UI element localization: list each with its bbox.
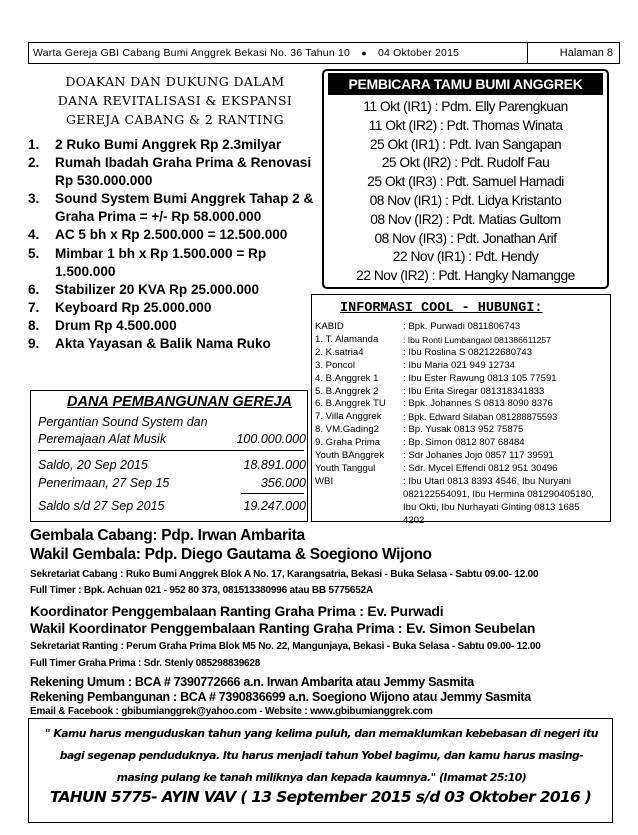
cool-contacts-box <box>311 294 611 526</box>
building-fund-box <box>30 390 308 522</box>
list-item-number: 5. <box>28 245 40 261</box>
table-row <box>315 347 601 360</box>
table-row <box>315 476 601 528</box>
list-item-number: 7. <box>28 299 40 315</box>
contact-value: : Ibu Utari 0813 8393 4546, Ibu Nuryani 082122554091, Ibu Hermina 081290405180, Ibu Okti, Ibu Nurhayati Ginting 0813 1685 4202 <box>403 475 594 526</box>
table-row <box>315 334 601 347</box>
rekening-pembangunan: Rekening Pembangunan : BCA # 7390836699 a.n. Soegiono Wijono atau Jemmy Sasmita <box>30 690 531 704</box>
header-date: 04 Oktober 2015 <box>377 47 460 59</box>
list-item: 11 Okt (IR1) : Pdm. Elly Parengkuan <box>363 99 568 114</box>
appeal-title <box>30 72 320 129</box>
contact-value: : Bp. Yusak 0813 952 75875 <box>403 424 524 436</box>
full-timer-ranting: Full Timer Graha Prima : Sdr. Stenly 085298839628 <box>30 658 261 669</box>
contact-key: WBI <box>315 475 334 487</box>
list-item-number: 2. <box>28 155 40 171</box>
fund-row-label: Saldo, 20 Sep 2015 <box>38 458 148 472</box>
contact-key: 2. K.satria4 <box>315 346 364 358</box>
header-page-number: Halaman 8 <box>527 43 619 63</box>
cool-contacts-title: INFORMASI COOL - HUBUNGI: <box>340 301 543 316</box>
list-item-number: 8. <box>28 317 40 333</box>
appeal-list <box>28 136 328 353</box>
jubilee-year-title: TAHUN 5775- AYIN VAV ( 13 September 2015 s/d 03 Oktober 2016 ) <box>49 788 592 806</box>
fund-divider <box>38 450 304 451</box>
contact-value: : Ibu Maria 021 949 12734 <box>403 359 516 371</box>
fund-row-amount: 19.247.000 <box>243 499 306 513</box>
list-item <box>28 245 328 281</box>
list-item <box>28 299 328 317</box>
fund-row <box>38 499 306 513</box>
list-item-text: Akta Yayasan & Balik Nama Ruko <box>55 336 271 352</box>
email-website: Email & Facebook : gbibumianggrek@yahoo.com - Website : www.gbibumianggrek.com <box>30 706 433 717</box>
guest-speakers-list <box>324 98 607 286</box>
list-item: 08 Nov (IR3) : Pdt. Jonathan Arif <box>374 230 557 246</box>
list-item <box>28 136 328 154</box>
list-item-number: 4. <box>28 227 40 243</box>
full-timer: Full Timer : Bpk. Achuan 021 - 952 80 373, 081513380996 atau BB 5775652A <box>30 585 374 596</box>
list-item <box>28 281 328 299</box>
list-item: 11 Okt (IR2) : Pdt. Thomas Winata <box>368 117 563 133</box>
fund-row-label: Saldo s/d 27 Sep 2015 <box>38 499 165 513</box>
contact-value: : Ibu Erita Siregar 081318341833 <box>403 385 545 397</box>
verse-line: bagi segenap penduduknya. Itu harus menjadi tahun Yobel bagimu, dan kamu harus masing- <box>59 749 584 762</box>
list-item: 08 Nov (IR1) : Pdt. Lidya Kristanto <box>369 192 562 208</box>
list-item <box>28 335 328 353</box>
fund-row <box>38 476 306 490</box>
wakil-koordinator-ranting: Wakil Koordinator Penggembalaan Ranting Graha Prima : Ev. Simon Seubelan <box>30 620 536 636</box>
appeal-title-line: DOAKAN DAN DUKUNG DALAM <box>65 74 285 89</box>
fund-description-row <box>38 432 306 446</box>
fund-description-line: Peremajaan Alat Musik <box>38 432 167 446</box>
contact-key: 8. VM.Gading2 <box>315 424 379 436</box>
wakil-gembala: Wakil Gembala: Pdp. Diego Gautama & Soegiono Wijono <box>30 546 432 563</box>
list-item: 08 Nov (IR2) : Pdt. Matias Gultom <box>370 211 561 227</box>
contact-value: : Bp. Simon 0812 807 68484 <box>403 437 525 449</box>
list-item-number: 1. <box>28 137 40 152</box>
fund-target-amount: 100.000.000 <box>236 432 306 446</box>
header-publication-text: Warta Gereja GBI Cabang Bumi Anggrek Bekasi No. 36 Tahun 10 <box>33 47 351 59</box>
contact-key: 4. B.Anggrek 1 <box>315 372 379 384</box>
table-row <box>315 398 601 411</box>
list-item: 25 Okt (IR2) : Pdt. Rudolf Fau <box>381 155 550 171</box>
list-item: 25 Okt (IR1) : Pdt. Ivan Sangapan <box>369 136 562 152</box>
list-item: 22 Nov (IR2) : Pdt. Hangky Namangge <box>356 268 575 284</box>
contact-value: : Bpk. Purwadi 0811806743 <box>403 321 521 332</box>
list-item <box>28 154 328 190</box>
list-item <box>28 226 328 244</box>
contact-key: Youth Tanggul <box>315 462 376 474</box>
contact-value: : Ibu Roslina S 082122680743 <box>403 346 533 358</box>
page-header <box>28 42 620 64</box>
table-row <box>315 360 601 373</box>
table-row <box>315 321 601 334</box>
table-row <box>315 437 601 450</box>
appeal-title-line: DANA REVITALISASI & EKSPANSI <box>57 93 293 108</box>
header-publication <box>29 47 527 59</box>
contact-value: : Sdr. Mycel Effendi 0812 951 30496 <box>403 462 558 474</box>
list-item-text: Sound System Bumi Anggrek Tahap 2 & Graha Prima = +/- Rp 58.000.000 <box>55 191 314 225</box>
list-item-text: AC 5 bh x Rp 2.500.000 = 12.500.000 <box>55 227 288 243</box>
verse-line: masing pulang ke tanah miliknya dan kepada kaumnya." (Imamat 25:10) <box>116 771 527 784</box>
list-item-text: Keyboard Rp 25.000.000 <box>55 299 212 315</box>
contact-key: 5. B.Anggrek 2 <box>315 385 379 397</box>
list-item-text: Rumah Ibadah Graha Prima & Renovasi Rp 530.000.000 <box>55 155 312 189</box>
verse-box <box>28 718 613 823</box>
list-item: 22 Nov (IR1) : Pdt. Hendy <box>392 249 539 265</box>
list-item-text: Stabilizer 20 KVA Rp 25.000.000 <box>55 281 260 297</box>
contact-key: Youth BAnggrek <box>315 450 384 462</box>
building-fund-title: DANA PEMBANGUNAN GEREJA <box>67 394 293 410</box>
verse-line: " Kamu harus menguduskan tahun yang kelima puluh, dan memaklumkan kebebasan di negeri itu <box>45 727 598 740</box>
table-row <box>315 450 601 463</box>
gembala-cabang: Gembala Cabang: Pdp. Irwan Ambarita <box>30 527 305 544</box>
fund-row <box>38 458 306 472</box>
list-item-text: 2 Ruko Bumi Anggrek Rp 2.3milyar <box>55 137 282 152</box>
contact-value: : Ibu Ronti Lumbangaol 081386611257 <box>403 334 551 345</box>
contact-key: 3. Poncol <box>315 359 356 371</box>
list-item <box>28 190 328 226</box>
table-row <box>315 424 601 437</box>
list-item-number: 3. <box>28 191 40 207</box>
list-item: 25 Okt (IR3) : Pdt. Samuel Hamadi <box>367 174 564 190</box>
contact-key: 9. Graha Prima <box>315 437 381 449</box>
table-row <box>315 463 601 476</box>
fund-sum-divider <box>241 493 304 494</box>
sekretariat-cabang: Sekretariat Cabang : Ruko Bumi Anggrek Blok A No. 17, Karangsatria, Bekasi - Buka Selasa - Sabtu 09.00- 12.00 <box>30 569 539 580</box>
contact-key: 1. T. Alamanda <box>315 333 379 345</box>
appeal-title-line: GEREJA CABANG & 2 RANTING <box>66 112 284 127</box>
contact-value: : Sdr Johanes Jojo 0857 117 39591 <box>403 450 554 462</box>
verse-quote <box>39 723 604 789</box>
fund-row-amount: 18.891.000 <box>243 458 306 472</box>
fund-row-amount: 356.000 <box>260 476 306 490</box>
list-item-number: 6. <box>28 281 40 297</box>
fund-description-line: Pergantian Sound System dan <box>38 415 208 429</box>
contact-value: : Bpk. Edward Silaban 081288875593 <box>403 412 558 423</box>
list-item-text: Drum Rp 4.500.000 <box>55 317 177 333</box>
table-row <box>315 373 601 386</box>
cool-contacts-table <box>315 321 601 528</box>
contact-value: : Bpk. Johannes S 0813 8090 8376 <box>403 398 553 410</box>
list-item <box>28 317 328 335</box>
table-row <box>315 386 601 399</box>
list-item-text: Mimbar 1 bh x Rp 1.500.000 = Rp 1.500.000 <box>55 245 267 279</box>
contact-key: KABID <box>315 321 344 332</box>
fund-row-label: Penerimaan, 27 Sep 15 <box>38 476 170 490</box>
sekretariat-ranting: Sekretariat Ranting : Perum Graha Prima Blok M5 No. 22, Mangunjaya, Bekasi - Buka Selasa - Sabtu 09.00- 12.00 <box>30 641 541 652</box>
contact-value: : Ibu Ester Rawung 0813 105 77591 <box>403 372 557 384</box>
guest-speakers-title: PEMBICARA TAMU BUMI ANGGREK <box>328 73 603 95</box>
table-row <box>315 411 601 424</box>
rekening-umum: Rekening Umum : BCA # 7390772666 a.n. Irwan Ambarita atau Jemmy Sasmita <box>30 675 474 689</box>
koordinator-ranting: Koordinator Penggembalaan Ranting Graha Prima : Ev. Purwadi <box>30 603 444 619</box>
contact-key: 6. B.Anggrek TU <box>315 398 386 410</box>
header-bullet: ● <box>361 48 367 58</box>
contact-key: 7. Villa Anggrek <box>315 411 382 423</box>
list-item-number: 9. <box>28 336 40 352</box>
guest-speakers-box <box>322 69 609 289</box>
